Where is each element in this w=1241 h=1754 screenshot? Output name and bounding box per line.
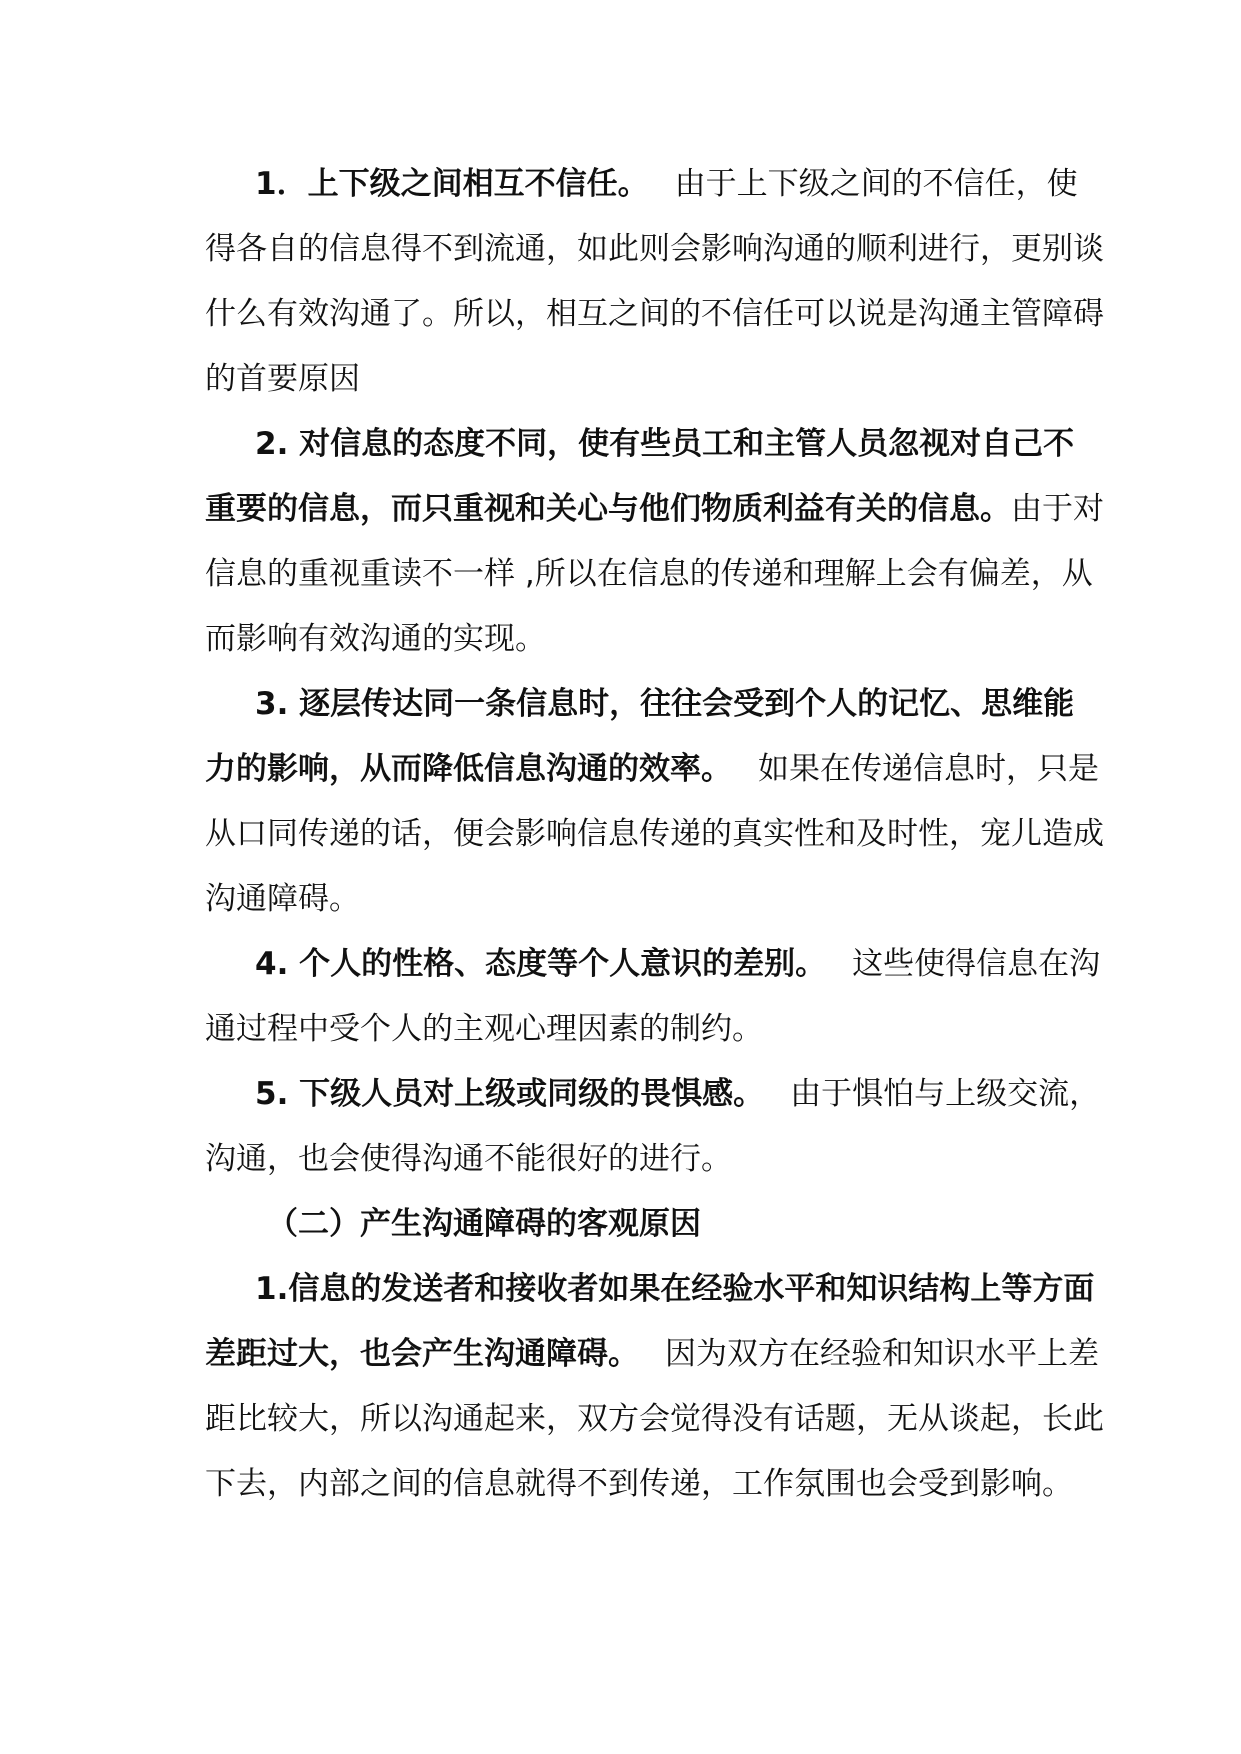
paragraph-4-heading: 4. 个人的性格、态度等个人意识的差别。 [255, 946, 827, 982]
paragraph-3 [205, 672, 1105, 932]
paragraph-2-heading: 2. 对信息的态度不同，使有些员工和主管人员忽视对自己不重要的信息，而只重视和关心与他们物质利益有关的信息。 [205, 426, 1075, 527]
paragraph-3-text: 如果在传递信息时，只是从口同传递的话，便会影响信息传递的真实性和及时性，宠儿造成沟通障碍。 [205, 751, 1104, 917]
paragraph-6-heading: 1.信息的发送者和接收者如果在经验水平和知识结构上等方面差距过大，也会产生沟通障碍。 [205, 1271, 1095, 1372]
paragraph-2-text: 由于对信息的重视重读不一样 ,所以在信息的传递和理解上会有偏差，从而影响有效沟通的实现。 [205, 491, 1104, 657]
paragraph-1-text: 由于上下级之间的不信任，使得各自的信息得不到流通，如此则会影响沟通的顺利进行，更别谈什么有效沟通了。所以，相互之间的不信任可以说是沟通主管障碍的首要原因 [205, 166, 1104, 397]
paragraph-4-text: 这些使得信息在沟通过程中受个人的主观心理因素的制约。 [205, 946, 1101, 1047]
paragraph-4 [205, 932, 1105, 1062]
paragraph-1-heading: 1．上下级之间相互不信任。 [255, 166, 649, 202]
paragraph-3-heading: 3. 逐层传达同一条信息时，往往会受到个人的记忆、思维能力的影响，从而降低信息沟通的效率。 [205, 686, 1075, 787]
paragraph-5-text: 由于惧怕与上级交流，沟通，也会使得沟通不能很好的进行。 [205, 1076, 1101, 1177]
paragraph-6 [205, 1257, 1105, 1517]
paragraph-2 [205, 412, 1105, 672]
paragraph-1 [205, 152, 1105, 412]
section-heading: （二）产生沟通障碍的客观原因 [267, 1206, 701, 1242]
paragraph-5 [205, 1062, 1105, 1192]
document-body [205, 152, 1105, 1517]
paragraph-6-text: 因为双方在经验和知识水平上差距比较大，所以沟通起来，双方会觉得没有话题，无从谈起，长此下去，内部之间的信息就得不到传递，工作氛围也会受到影响。 [205, 1336, 1104, 1502]
paragraph-5-heading: 5. 下级人员对上级或同级的畏惧感。 [255, 1076, 765, 1112]
